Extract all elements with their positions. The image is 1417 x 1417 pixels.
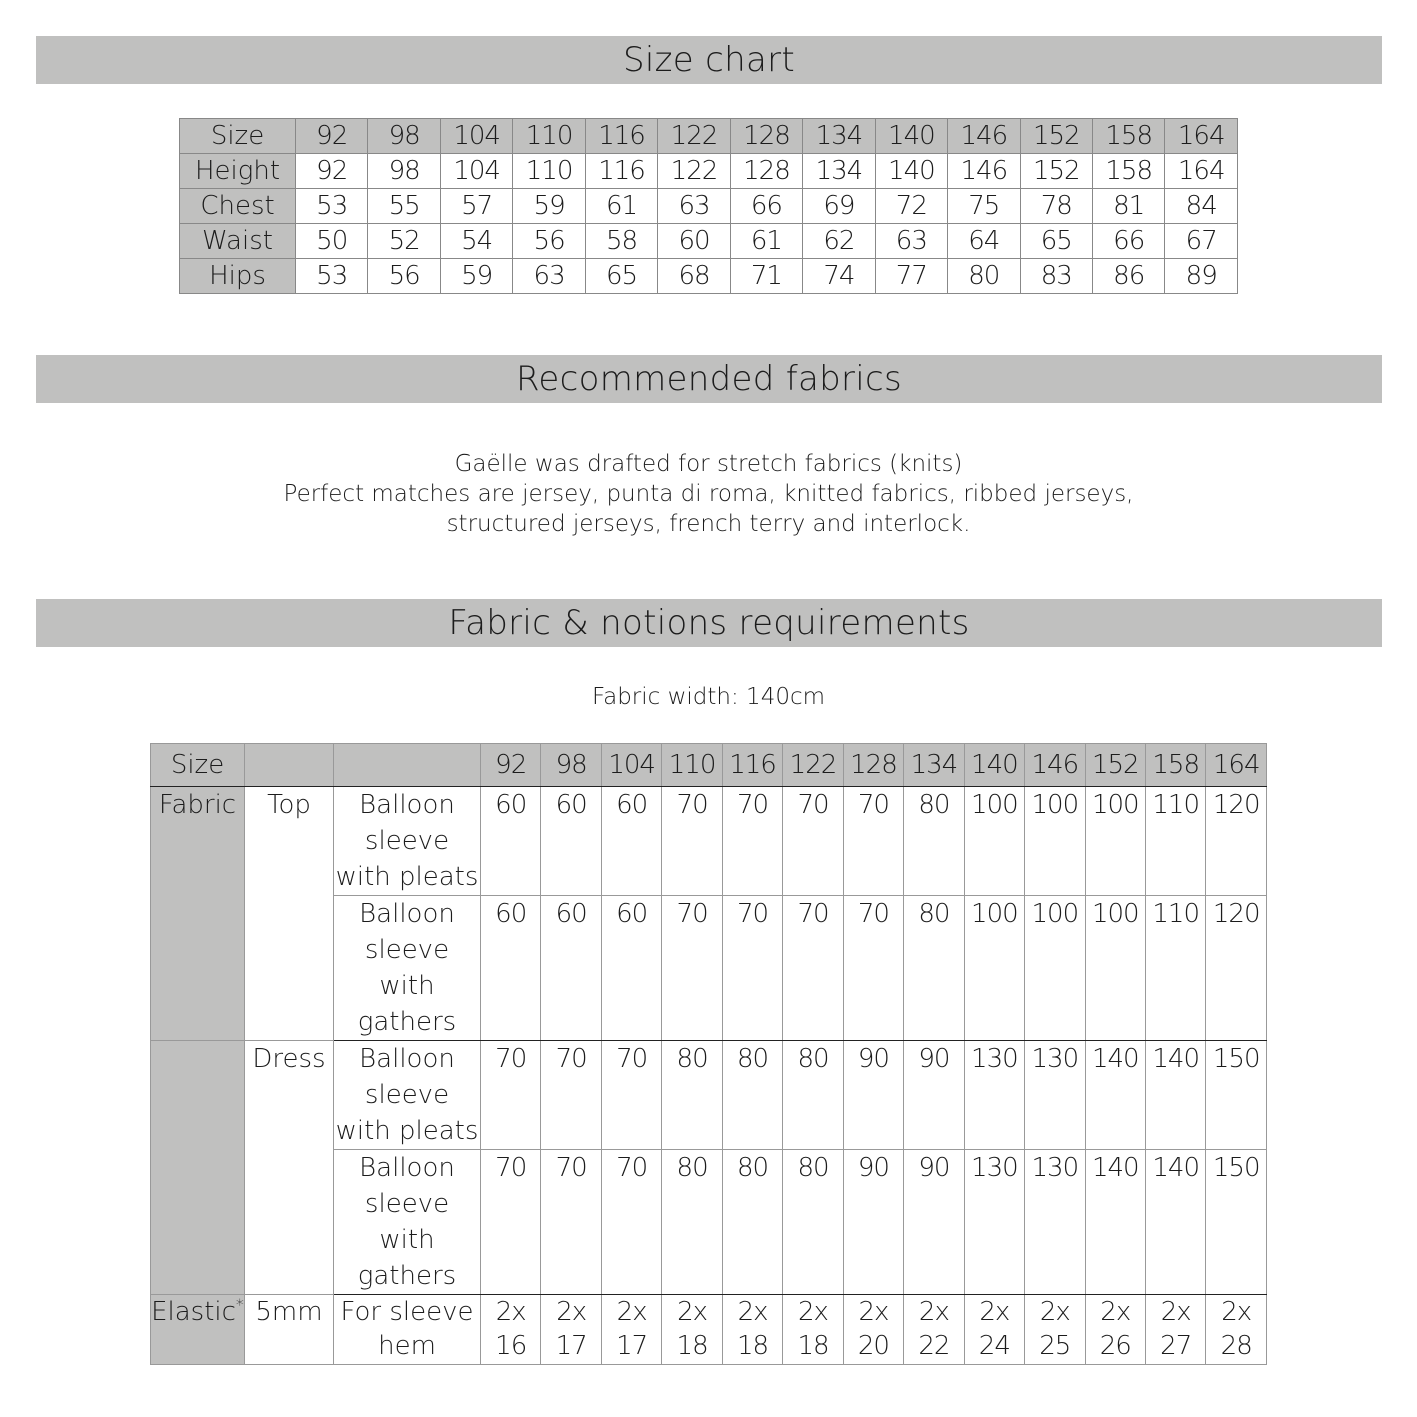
fabric-amount-cell: 60 — [481, 787, 541, 896]
measurement-cell: 146 — [948, 154, 1020, 189]
size-header-cell: 158 — [1092, 119, 1164, 154]
size-header-cell: 110 — [662, 744, 722, 787]
measurement-cell: 67 — [1165, 224, 1238, 259]
measurement-cell: 65 — [585, 259, 657, 294]
size-header-cell: 158 — [1145, 744, 1205, 787]
measurement-cell: 60 — [658, 224, 730, 259]
fabric-amount-cell: 120 — [1206, 896, 1267, 1041]
measurement-cell: 83 — [1020, 259, 1092, 294]
row-label: Chest — [180, 189, 296, 224]
fabric-amount-cell: 80 — [722, 1041, 782, 1150]
fabric-amount-cell: 60 — [481, 896, 541, 1041]
measurement-cell: 81 — [1092, 189, 1164, 224]
measurement-cell: 56 — [368, 259, 440, 294]
requirements-heading: Fabric & notions requirements — [36, 599, 1382, 647]
category-label: Fabric — [151, 787, 245, 1041]
fabric-amount-cell: 80 — [783, 1150, 843, 1295]
measurement-cell: 86 — [1092, 259, 1164, 294]
empty-header-cell — [245, 744, 334, 787]
measurement-cell: 77 — [875, 259, 947, 294]
size-header-cell: 98 — [368, 119, 440, 154]
fabric-amount-cell: 70 — [783, 787, 843, 896]
fabric-amount-cell: 60 — [601, 787, 661, 896]
measurement-row-height — [180, 154, 1238, 189]
measurement-cell: 53 — [296, 259, 368, 294]
measurement-cell: 134 — [803, 154, 875, 189]
elastic-amount-cell: 2x 28 — [1206, 1295, 1267, 1365]
fabric-amount-cell: 130 — [964, 1150, 1024, 1295]
fabric-amount-cell: 70 — [662, 896, 722, 1041]
row-label: Size — [180, 119, 296, 154]
measurement-cell: 72 — [875, 189, 947, 224]
size-header-cell: 134 — [904, 744, 964, 787]
measurement-cell: 104 — [440, 154, 512, 189]
fabrics-line: structured jerseys, french terry and interlock. — [446, 511, 971, 537]
size-header-row — [180, 119, 1238, 154]
fabric-amount-cell: 90 — [904, 1150, 964, 1295]
measurement-cell: 122 — [658, 154, 730, 189]
measurement-cell: 158 — [1092, 154, 1164, 189]
measurement-cell: 152 — [1020, 154, 1092, 189]
measurement-cell: 59 — [513, 189, 585, 224]
size-header-cell: 104 — [601, 744, 661, 787]
fabric-amount-cell: 100 — [1085, 896, 1145, 1041]
recommended-fabrics-heading: Recommended fabrics — [36, 355, 1382, 403]
fabric-amount-cell: 70 — [601, 1041, 661, 1150]
requirements-table — [150, 743, 1267, 1365]
measurement-cell: 55 — [368, 189, 440, 224]
elastic-amount-cell: 2x 24 — [964, 1295, 1024, 1365]
fabric-amount-cell: 140 — [1085, 1150, 1145, 1295]
fabric-amount-cell: 80 — [722, 1150, 782, 1295]
measurement-cell: 64 — [948, 224, 1020, 259]
elastic-amount-cell: 2x 27 — [1145, 1295, 1205, 1365]
fabric-amount-cell: 70 — [481, 1150, 541, 1295]
measurement-cell: 92 — [296, 154, 368, 189]
measurement-cell: 66 — [1092, 224, 1164, 259]
size-header-cell: 134 — [803, 119, 875, 154]
fabrics-line: Gaëlle was drafted for stretch fabrics (knits) — [454, 451, 963, 477]
fabric-amount-cell: 80 — [662, 1041, 722, 1150]
size-header-cell: 92 — [481, 744, 541, 787]
measurement-cell: 59 — [440, 259, 512, 294]
measurement-row-hips — [180, 259, 1238, 294]
measurement-cell: 69 — [803, 189, 875, 224]
fabrics-line: Perfect matches are jersey, punta di roma, knitted fabrics, ribbed jerseys, — [283, 481, 1134, 507]
size-header-cell: 122 — [783, 744, 843, 787]
fabric-amount-cell: 80 — [783, 1041, 843, 1150]
measurement-row-waist — [180, 224, 1238, 259]
garment-label: Top — [245, 787, 334, 1041]
measurement-cell: 63 — [875, 224, 947, 259]
measurement-cell: 54 — [440, 224, 512, 259]
size-header-cell: 146 — [948, 119, 1020, 154]
measurement-cell: 65 — [1020, 224, 1092, 259]
fabric-amount-cell: 70 — [722, 896, 782, 1041]
elastic-amount-cell: 2x 22 — [904, 1295, 964, 1365]
measurement-cell: 52 — [368, 224, 440, 259]
recommended-fabrics-text — [0, 449, 1417, 539]
fabric-amount-cell: 130 — [964, 1041, 1024, 1150]
measurement-cell: 63 — [658, 189, 730, 224]
size-header-cell: 128 — [730, 119, 802, 154]
size-header-cell: 140 — [964, 744, 1024, 787]
measurement-cell: 89 — [1165, 259, 1238, 294]
variant-label: Balloon sleeve with gathers — [334, 1150, 481, 1295]
fabric-amount-cell: 70 — [481, 1041, 541, 1150]
fabric-amount-cell: 70 — [843, 896, 903, 1041]
fabric-amount-cell: 110 — [1145, 896, 1205, 1041]
measurement-cell: 63 — [513, 259, 585, 294]
size-header-cell: 164 — [1165, 119, 1238, 154]
measurement-cell: 61 — [730, 224, 802, 259]
elastic-amount-cell: 2x 18 — [722, 1295, 782, 1365]
variant-label: Balloon sleeve with pleats — [334, 1041, 481, 1150]
measurement-cell: 53 — [296, 189, 368, 224]
fabric-amount-cell: 130 — [1025, 1150, 1085, 1295]
measurement-cell: 66 — [730, 189, 802, 224]
fabric-amount-cell: 60 — [541, 896, 601, 1041]
elastic-row — [151, 1295, 1267, 1365]
size-header-cell: 152 — [1020, 119, 1092, 154]
fabric-amount-cell: 130 — [1025, 1041, 1085, 1150]
measurement-cell: 61 — [585, 189, 657, 224]
footnote-mark: * — [235, 1295, 244, 1314]
elastic-amount-cell: 2x 17 — [601, 1295, 661, 1365]
requirements-header-row — [151, 744, 1267, 787]
measurement-cell: 80 — [948, 259, 1020, 294]
size-header-cell: 152 — [1085, 744, 1145, 787]
size-header-cell: 146 — [1025, 744, 1085, 787]
fabric-amount-cell: 150 — [1206, 1150, 1267, 1295]
elastic-amount-cell: 2x 18 — [662, 1295, 722, 1365]
fabric-amount-cell: 100 — [1025, 896, 1085, 1041]
fabric-amount-cell: 150 — [1206, 1041, 1267, 1150]
size-header-cell: 110 — [513, 119, 585, 154]
fabric-amount-cell: 80 — [662, 1150, 722, 1295]
garment-label: Dress — [245, 1041, 334, 1295]
fabric-amount-cell: 80 — [904, 896, 964, 1041]
fabric-amount-cell: 60 — [601, 896, 661, 1041]
row-label: Waist — [180, 224, 296, 259]
elastic-width: 5mm — [245, 1295, 334, 1365]
fabric-amount-cell: 100 — [964, 787, 1024, 896]
size-chart-table — [179, 118, 1238, 294]
measurement-cell: 62 — [803, 224, 875, 259]
fabric-amount-cell: 140 — [1085, 1041, 1145, 1150]
elastic-label-text: Elastic — [151, 1297, 236, 1327]
row-label: Height — [180, 154, 296, 189]
size-header-cell: 116 — [722, 744, 782, 787]
size-header-cell: 122 — [658, 119, 730, 154]
measurement-cell: 74 — [803, 259, 875, 294]
fabric-amount-cell: 140 — [1145, 1041, 1205, 1150]
measurement-cell: 128 — [730, 154, 802, 189]
variant-label: Balloon sleeve with pleats — [334, 787, 481, 896]
elastic-amount-cell: 2x 17 — [541, 1295, 601, 1365]
measurement-cell: 75 — [948, 189, 1020, 224]
empty-header-cell — [334, 744, 481, 787]
fabric-amount-cell: 60 — [541, 787, 601, 896]
measurement-cell: 68 — [658, 259, 730, 294]
fabric-amount-cell: 70 — [662, 787, 722, 896]
size-header-cell: 164 — [1206, 744, 1267, 787]
elastic-amount-cell: 2x 18 — [783, 1295, 843, 1365]
fabric-amount-cell: 90 — [904, 1041, 964, 1150]
fabric-amount-cell: 110 — [1145, 787, 1205, 896]
size-chart-heading: Size chart — [36, 36, 1382, 84]
elastic-amount-cell: 2x 26 — [1085, 1295, 1145, 1365]
size-header-cell: 104 — [440, 119, 512, 154]
measurement-cell: 116 — [585, 154, 657, 189]
fabric-amount-cell: 120 — [1206, 787, 1267, 896]
fabric-amount-cell: 140 — [1145, 1150, 1205, 1295]
row-label: Hips — [180, 259, 296, 294]
fabric-amount-cell: 90 — [843, 1041, 903, 1150]
variant-label: Balloon sleeve with gathers — [334, 896, 481, 1041]
size-header-cell: 128 — [843, 744, 903, 787]
fabric-amount-cell: 100 — [964, 896, 1024, 1041]
fabric-amount-cell: 70 — [783, 896, 843, 1041]
measurement-cell: 78 — [1020, 189, 1092, 224]
size-header-cell: 98 — [541, 744, 601, 787]
elastic-amount-cell: 2x 16 — [481, 1295, 541, 1365]
fabric-amount-cell: 70 — [843, 787, 903, 896]
measurement-cell: 164 — [1165, 154, 1238, 189]
fabric-width-note: Fabric width: 140cm — [591, 684, 826, 710]
measurement-cell: 56 — [513, 224, 585, 259]
elastic-label — [151, 1295, 245, 1365]
fabric-amount-cell: 70 — [541, 1150, 601, 1295]
elastic-amount-cell: 2x 20 — [843, 1295, 903, 1365]
category-label-empty — [151, 1041, 245, 1295]
measurement-row-chest — [180, 189, 1238, 224]
size-header-cell: 92 — [296, 119, 368, 154]
fabric-row — [151, 1041, 1267, 1150]
size-header-cell: 116 — [585, 119, 657, 154]
measurement-cell: 98 — [368, 154, 440, 189]
measurement-cell: 50 — [296, 224, 368, 259]
measurement-cell: 71 — [730, 259, 802, 294]
elastic-use: For sleeve hem — [334, 1295, 481, 1365]
fabric-amount-cell: 70 — [541, 1041, 601, 1150]
fabric-amount-cell: 90 — [843, 1150, 903, 1295]
measurement-cell: 84 — [1165, 189, 1238, 224]
fabric-row — [151, 787, 1267, 896]
elastic-amount-cell: 2x 25 — [1025, 1295, 1085, 1365]
measurement-cell: 110 — [513, 154, 585, 189]
fabric-amount-cell: 70 — [601, 1150, 661, 1295]
fabric-amount-cell: 70 — [722, 787, 782, 896]
size-label: Size — [151, 744, 245, 787]
fabric-amount-cell: 80 — [904, 787, 964, 896]
measurement-cell: 58 — [585, 224, 657, 259]
measurement-cell: 57 — [440, 189, 512, 224]
measurement-cell: 140 — [875, 154, 947, 189]
fabric-amount-cell: 100 — [1085, 787, 1145, 896]
size-header-cell: 140 — [875, 119, 947, 154]
fabric-amount-cell: 100 — [1025, 787, 1085, 896]
